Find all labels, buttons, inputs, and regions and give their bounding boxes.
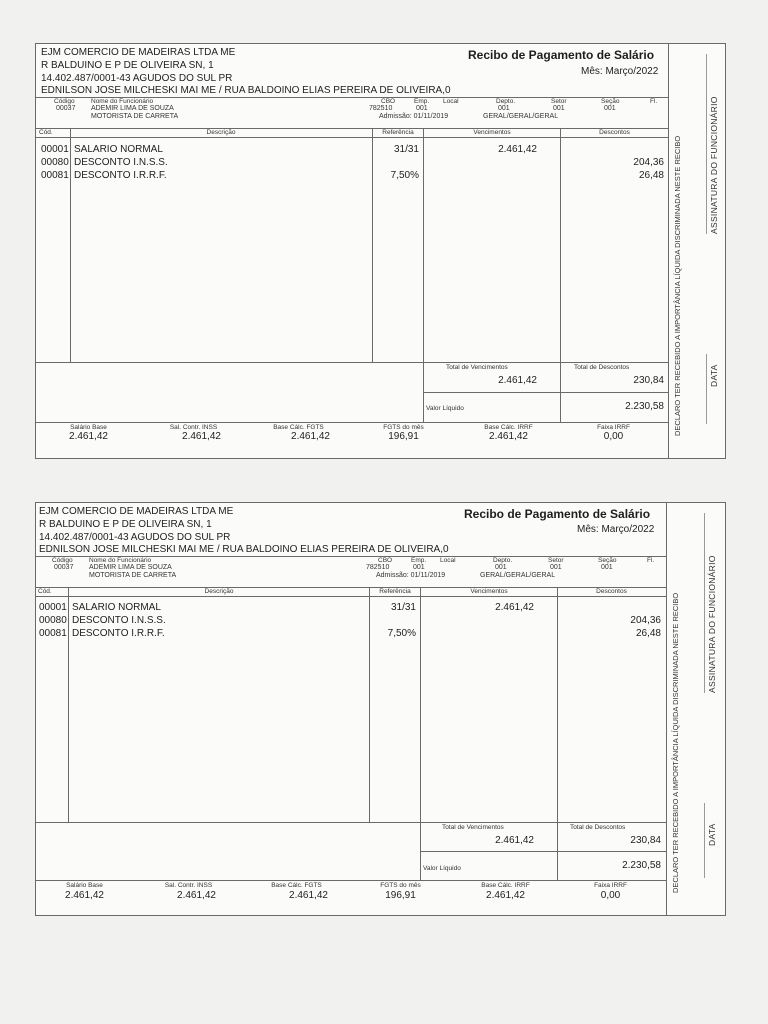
item-descontos: 204,36: [633, 157, 664, 168]
divider: [36, 137, 668, 138]
header-descontos: Descontos: [599, 129, 630, 136]
employee-secao: 001: [604, 105, 616, 112]
receipt-title: Recibo de Pagamento de Salário: [464, 507, 651, 521]
label-employee-name: Nome do Funcionário: [89, 557, 152, 564]
employee-role: MOTORISTA DE CARRETA: [91, 113, 179, 120]
header-vencimentos: Vencimentos: [473, 129, 511, 136]
employee-code: 00037: [56, 105, 76, 112]
signature-label: ASSINATURA DO FUNCIONÁRIO: [707, 555, 717, 693]
employee-geral: GERAL/GERAL/GERAL: [480, 572, 556, 579]
total-vencimentos: 2.461,42: [498, 375, 537, 386]
employee-admission: Admissão: 01/11/2019: [379, 113, 449, 120]
total-descontos: 230,84: [633, 375, 664, 386]
company-name: EJM COMERCIO DE MADEIRAS LTDA ME: [41, 47, 236, 58]
company-cnpj: 14.402.487/0001-43 AGUDOS DO SUL PR: [41, 73, 233, 84]
label-local: Local: [443, 98, 459, 105]
employee-depto: 001: [498, 105, 510, 112]
label-depto: Depto.: [496, 98, 516, 105]
employee-setor: 001: [553, 105, 565, 112]
date-line: [704, 803, 705, 878]
header-cod: Cód.: [38, 588, 52, 595]
declaration-text: DECLARO TER RECEBIDO A IMPORTÂNCIA LÍQUIDA DISCRIMINADA NESTE RECIBO: [671, 592, 680, 893]
payslip-receipt-2: [35, 502, 726, 916]
footer-label: Salário Base: [66, 882, 103, 889]
label-emp: Emp.: [411, 557, 427, 564]
employee-role: MOTORISTA DE CARRETA: [89, 572, 177, 579]
employee-depto: 001: [495, 564, 507, 571]
item-cod: 00081: [41, 170, 69, 181]
employee-name: ADEMIR LIMA DE SOUZA: [89, 564, 172, 571]
company-name: EJM COMERCIO DE MADEIRAS LTDA ME: [39, 506, 234, 517]
footer-value: 196,91: [385, 890, 416, 901]
item-referencia: 31/31: [390, 602, 416, 613]
label-fl: Fl.: [647, 557, 655, 564]
company-cnpj: 14.402.487/0001-43 AGUDOS DO SUL PR: [39, 532, 231, 543]
total-descontos: 230,84: [630, 835, 661, 846]
header-referencia: Referência: [379, 588, 411, 595]
label-cbo: CBO: [381, 98, 396, 105]
valor-liquido-label: Valor Líquido: [423, 865, 461, 872]
footer-label: Faixa IRRF: [594, 882, 627, 889]
signature-label: ASSINATURA DO FUNCIONÁRIO: [709, 96, 719, 234]
label-secao: Seção: [598, 557, 617, 564]
item-descricao: DESCONTO I.R.R.F.: [74, 170, 167, 181]
divider: [36, 362, 668, 363]
footer-value: 2.461,42: [177, 890, 216, 901]
employee-emp: 001: [416, 105, 428, 112]
label-local: Local: [440, 557, 456, 564]
total-vencimentos-label: Total de Vencimentos: [446, 364, 508, 371]
item-descontos: 204,36: [630, 615, 661, 626]
column-line: [68, 587, 69, 822]
declaration-text: DECLARO TER RECEBIDO A IMPORTÂNCIA LÍQUIDA DISCRIMINADA NESTE RECIBO: [673, 135, 682, 436]
footer-value: 2.461,42: [489, 431, 528, 442]
footer-label: Base Cálc. IRRF: [484, 424, 533, 431]
column-line: [369, 587, 370, 822]
divider: [36, 596, 666, 597]
receipt-month: Mês: Março/2022: [581, 66, 659, 77]
side-column-line: [668, 44, 669, 458]
total-descontos-label: Total de Descontos: [570, 824, 626, 831]
footer-label: FGTS do mês: [380, 882, 421, 889]
item-descricao: SALARIO NORMAL: [74, 144, 163, 155]
label-code: Código: [54, 98, 75, 105]
label-code: Código: [52, 557, 73, 564]
label-depto: Depto.: [493, 557, 513, 564]
footer-value: 2.461,42: [289, 890, 328, 901]
label-cbo: CBO: [378, 557, 393, 564]
item-cod: 00080: [41, 157, 69, 168]
header-cod: Cód.: [39, 129, 53, 136]
column-line: [423, 128, 424, 362]
label-secao: Seção: [601, 98, 620, 105]
footer-value: 0,00: [600, 890, 621, 901]
receipt-title: Recibo de Pagamento de Salário: [468, 48, 655, 62]
work-address: EDNILSON JOSE MILCHESKI MAI ME / RUA BALDOINO ELIAS PEREIRA DE OLIVEIRA,0: [41, 85, 451, 96]
footer-label: Base Cálc. IRRF: [481, 882, 530, 889]
work-address: EDNILSON JOSE MILCHESKI MAI ME / RUA BALDOINO ELIAS PEREIRA DE OLIVEIRA,0: [39, 544, 449, 555]
item-referencia: 7,50%: [390, 170, 419, 181]
valor-liquido: 2.230,58: [625, 401, 664, 412]
item-descricao: SALARIO NORMAL: [72, 602, 161, 613]
item-cod: 00001: [41, 144, 69, 155]
employee-setor: 001: [550, 564, 562, 571]
employee-emp: 001: [413, 564, 425, 571]
employee-geral: GERAL/GERAL/GERAL: [483, 113, 559, 120]
signature-line: [704, 513, 705, 693]
total-vencimentos-label: Total de Vencimentos: [442, 824, 504, 831]
company-address: R BALDUINO E P DE OLIVEIRA SN, 1: [41, 60, 214, 71]
employee-code: 00037: [54, 564, 74, 571]
header-descricao: Descrição: [206, 129, 236, 136]
item-descricao: DESCONTO I.N.S.S.: [72, 615, 166, 626]
item-vencimentos: 2.461,42: [498, 144, 537, 155]
footer-label: FGTS do mês: [383, 424, 424, 431]
item-vencimentos: 2.461,42: [495, 602, 534, 613]
employee-cbo: 782510: [369, 105, 393, 112]
item-cod: 00001: [39, 602, 67, 613]
column-line: [420, 822, 421, 880]
divider: [36, 422, 668, 423]
column-line: [557, 587, 558, 880]
item-descontos: 26,48: [638, 170, 664, 181]
item-cod: 00081: [39, 628, 67, 639]
footer-label: Sal. Contr. INSS: [169, 424, 218, 431]
valor-liquido-label: Valor Líquido: [426, 405, 464, 412]
item-cod: 00080: [39, 615, 67, 626]
employee-name: ADEMIR LIMA DE SOUZA: [91, 105, 174, 112]
footer-label: Base Cálc. FGTS: [273, 424, 324, 431]
footer-label: Salário Base: [70, 424, 107, 431]
payslip-receipt-1: [35, 43, 726, 459]
header-vencimentos: Vencimentos: [470, 588, 508, 595]
item-descricao: DESCONTO I.N.S.S.: [74, 157, 168, 168]
total-vencimentos: 2.461,42: [495, 835, 534, 846]
footer-value: 0,00: [603, 431, 624, 442]
company-address: R BALDUINO E P DE OLIVEIRA SN, 1: [39, 519, 212, 530]
employee-secao: 001: [601, 564, 613, 571]
column-line: [372, 128, 373, 362]
item-descricao: DESCONTO I.R.R.F.: [72, 628, 165, 639]
receipt-month: Mês: Março/2022: [577, 524, 655, 535]
footer-value: 2.461,42: [69, 431, 108, 442]
divider: [36, 822, 666, 823]
date-label: DATA: [707, 823, 717, 846]
column-line: [423, 362, 424, 422]
divider: [36, 880, 666, 881]
column-line: [70, 128, 71, 362]
footer-value: 196,91: [388, 431, 419, 442]
label-setor: Setor: [548, 557, 564, 564]
item-descontos: 26,48: [635, 628, 661, 639]
label-setor: Setor: [551, 98, 567, 105]
date-line: [706, 354, 707, 424]
valor-liquido: 2.230,58: [622, 860, 661, 871]
footer-value: 2.461,42: [291, 431, 330, 442]
date-label: DATA: [709, 364, 719, 387]
column-line: [420, 587, 421, 822]
total-descontos-label: Total de Descontos: [574, 364, 630, 371]
employee-cbo: 782510: [366, 564, 390, 571]
signature-line: [706, 54, 707, 234]
footer-value: 2.461,42: [65, 890, 104, 901]
footer-label: Sal. Contr. INSS: [164, 882, 213, 889]
label-fl: Fl.: [650, 98, 658, 105]
footer-value: 2.461,42: [486, 890, 525, 901]
item-referencia: 7,50%: [387, 628, 416, 639]
item-referencia: 31/31: [393, 144, 419, 155]
header-descontos: Descontos: [596, 588, 627, 595]
label-employee-name: Nome do Funcionário: [91, 98, 154, 105]
divider: [423, 392, 668, 393]
header-descricao: Descrição: [204, 588, 234, 595]
divider: [420, 851, 666, 852]
employee-admission: Admissão: 01/11/2019: [376, 572, 446, 579]
side-column-line: [666, 503, 667, 915]
footer-label: Faixa IRRF: [597, 424, 630, 431]
footer-value: 2.461,42: [182, 431, 221, 442]
label-emp: Emp.: [414, 98, 430, 105]
header-referencia: Referência: [382, 129, 414, 136]
column-line: [560, 128, 561, 422]
footer-label: Base Cálc. FGTS: [271, 882, 322, 889]
